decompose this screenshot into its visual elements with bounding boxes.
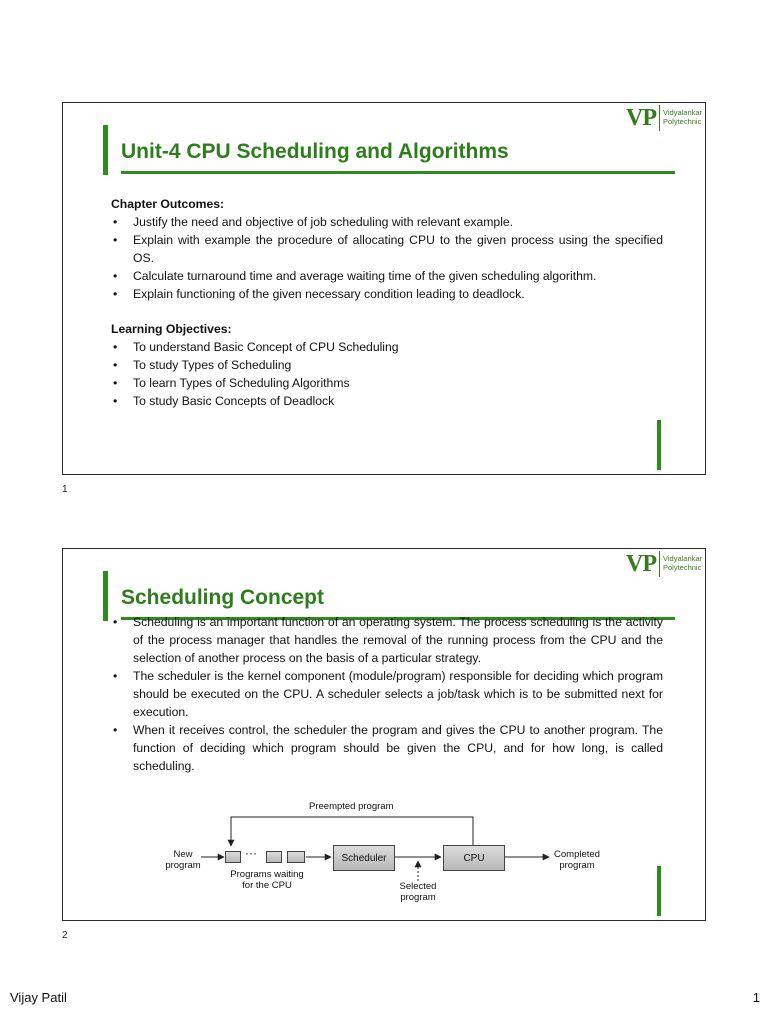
list-item: • To study Basic Concepts of Deadlock	[111, 392, 663, 410]
list-item: • Explain with example the procedure of allocating CPU to the given process using the specified OS.	[111, 231, 663, 267]
list-item: • To study Types of Scheduling	[111, 356, 663, 374]
waiting-line-1: Programs waiting	[230, 869, 304, 880]
slide-number: 1	[62, 484, 68, 495]
waiting-line-2: for the CPU	[242, 880, 292, 891]
logo-mark: VP	[626, 105, 660, 131]
logo-line-2: Polytechnic	[663, 563, 702, 572]
title-accent-bar	[103, 571, 108, 621]
logo-line-1: Vidyalankar	[663, 108, 703, 117]
objectives-heading: Learning Objectives:	[111, 322, 232, 336]
corner-accent-bar	[657, 420, 661, 470]
logo-line-2: Polytechnic	[663, 117, 702, 126]
outcomes-list	[111, 213, 663, 303]
queue-slot	[225, 851, 241, 863]
new-program-line-1: New	[173, 849, 193, 860]
slide-body	[111, 195, 663, 410]
slide-2	[62, 548, 706, 921]
queue-ellipsis: ···	[245, 846, 257, 860]
vp-logo	[626, 551, 703, 577]
page-number: 1	[752, 990, 760, 1005]
preempted-label: Preempted program	[309, 801, 394, 812]
completed-line-2: program	[559, 860, 595, 871]
list-item: • To understand Basic Concept of CPU Scheduling	[111, 338, 663, 356]
logo-text	[660, 551, 703, 577]
completed-line-1: Completed	[554, 849, 600, 860]
scheduler-box: Scheduler	[333, 845, 395, 871]
new-program-label	[163, 849, 203, 871]
list-item: • Calculate turnaround time and average waiting time of the given scheduling algorithm.	[111, 267, 663, 285]
objectives-list	[111, 338, 663, 410]
selected-label	[393, 881, 443, 903]
slide-number: 2	[62, 930, 68, 941]
outcomes-heading: Chapter Outcomes:	[111, 197, 225, 211]
list-item: • Explain functioning of the given necessary condition leading to deadlock.	[111, 285, 663, 303]
title-accent-bar	[103, 125, 108, 175]
corner-accent-bar	[657, 866, 661, 916]
title-underline	[121, 171, 675, 174]
author-name: Vijay Patil	[10, 990, 67, 1005]
queue-slot	[266, 851, 282, 863]
waiting-label	[219, 869, 315, 891]
scheduling-diagram	[163, 799, 623, 909]
vp-logo	[626, 105, 703, 131]
logo-mark: VP	[626, 551, 660, 577]
list-item: • Scheduling is an important function of an operating system. The process scheduling is the activity of the process manager that handles the removal of the running process from the CPU and the selection of another process on the basis of a particular strategy.	[111, 613, 663, 667]
completed-label	[551, 849, 603, 871]
list-item: • When it receives control, the scheduler the program and gives the CPU to another program. The function of deciding which program should be given the CPU, and for how long, is called scheduling.	[111, 721, 663, 775]
cpu-box: CPU	[443, 845, 505, 871]
list-item: • The scheduler is the kernel component (module/program) responsible for deciding which program should be executed on the CPU. A scheduler selects a job/task which is to be submitted next for execution.	[111, 667, 663, 721]
slide-body	[111, 613, 663, 775]
list-item: • To learn Types of Scheduling Algorithms	[111, 374, 663, 392]
logo-text	[660, 105, 703, 131]
selected-line-1: Selected	[399, 881, 437, 892]
slide-1	[62, 102, 706, 475]
slide-title: Scheduling Concept	[121, 586, 325, 609]
slide-title: Unit-4 CPU Scheduling and Algorithms	[121, 140, 509, 163]
list-item: • Justify the need and objective of job scheduling with relevant example.	[111, 213, 663, 231]
new-program-line-2: program	[165, 860, 201, 871]
queue-slot	[287, 851, 305, 863]
concept-list	[111, 613, 663, 775]
selected-line-2: program	[400, 892, 436, 903]
logo-line-1: Vidyalankar	[663, 554, 703, 563]
